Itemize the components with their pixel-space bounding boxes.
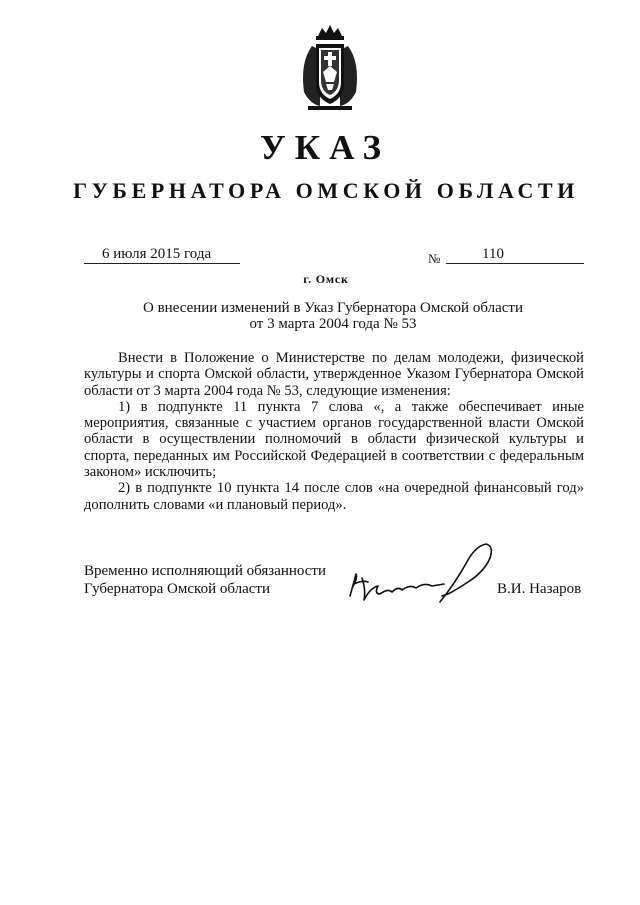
- document-number: 110: [446, 246, 584, 264]
- body-paragraph: Внести в Положение о Министерстве по делам молодежи, физической культуры и спорта Омской области, утвержденное Указом Губернатора Омской области от 3 марта 2004 года № 53, следующие изменения:: [84, 350, 584, 399]
- body-paragraph: 1) в подпункте 11 пункта 7 слова «, а также обеспечивает иные мероприятия, связанные с участием органов государственной власти Омской области в осуществлении полномочий в области физической культуры и спорта, переданных им Российской Федерацией в соответствии с федеральным законом» исключить;: [84, 398, 584, 481]
- document-date: 6 июля 2015 года: [84, 246, 240, 264]
- document-subject: [0, 300, 640, 332]
- document-title: УКАЗ: [260, 128, 390, 167]
- number-label: №: [428, 251, 441, 266]
- coat-of-arms-icon: [290, 22, 370, 112]
- body-paragraph: 2) в подпункте 10 пункта 14 после слов «на очередной финансовый год» дополнить словами «и плановый период».: [84, 480, 584, 513]
- document-body: [84, 350, 584, 513]
- position-line: Губернатора Омской области: [84, 581, 270, 597]
- document-city: г. Омск: [303, 272, 349, 286]
- position-line: Временно исполняющий обязанности: [84, 563, 327, 579]
- subject-line: от 3 марта 2004 года № 53: [249, 316, 417, 332]
- signatory-position: [84, 562, 326, 598]
- handwritten-signature-icon: [344, 538, 504, 618]
- document-subtitle: ГУБЕРНАТОРА ОМСКОЙ ОБЛАСТИ: [73, 178, 579, 203]
- signatory-name: В.И. Назаров: [497, 581, 582, 597]
- subject-line: О внесении изменений в Указ Губернатора Омской области: [143, 300, 523, 316]
